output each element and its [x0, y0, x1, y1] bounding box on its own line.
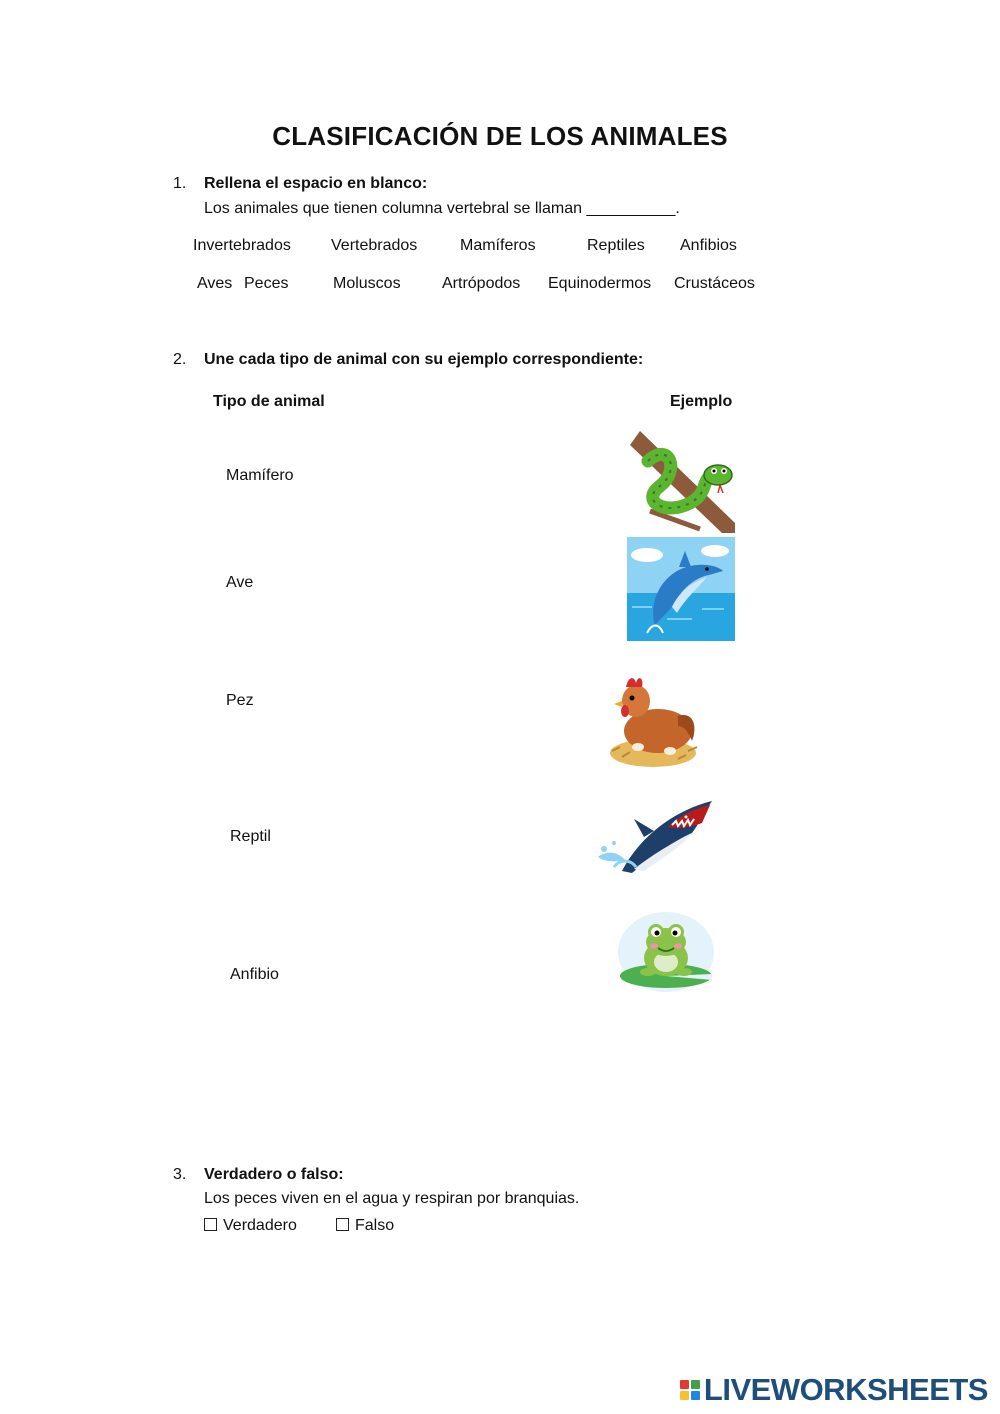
page-title: CLASIFICACIÓN DE LOS ANIMALES	[272, 121, 728, 151]
column-header-example: Ejemplo	[670, 393, 733, 410]
dolphin-image[interactable]	[627, 537, 735, 641]
q3-statement: Los peces viven en el agua y respiran por branquias.	[204, 1190, 580, 1207]
column-header-type: Tipo de animal	[213, 393, 325, 410]
option-peces[interactable]: Peces	[244, 275, 289, 292]
type-reptil[interactable]: Reptil	[230, 828, 271, 845]
type-mamifero[interactable]: Mamífero	[226, 467, 294, 484]
option-mamiferos[interactable]: Mamíferos	[460, 237, 536, 254]
logo-text: LIVEWORKSHEETS	[703, 1372, 988, 1407]
shark-image[interactable]	[594, 797, 716, 877]
false-checkbox[interactable]	[336, 1217, 394, 1235]
q2-instruction: Une cada tipo de animal con su ejemplo correspondiente:	[204, 351, 644, 368]
option-reptiles[interactable]: Reptiles	[587, 237, 645, 254]
snake-image[interactable]	[630, 431, 735, 533]
type-anfibio[interactable]: Anfibio	[230, 966, 279, 983]
false-label: Falso	[355, 1217, 395, 1234]
option-anfibios[interactable]: Anfibios	[680, 237, 737, 254]
q1-sentence: Los animales que tienen columna vertebral se llaman __________.	[204, 200, 680, 217]
checkbox-icon[interactable]	[336, 1218, 349, 1231]
option-moluscos[interactable]: Moluscos	[333, 275, 401, 292]
liveworksheets-logo	[680, 1372, 988, 1408]
type-pez[interactable]: Pez	[226, 692, 254, 709]
option-aves[interactable]: Aves	[197, 275, 233, 292]
option-invertebrados[interactable]: Invertebrados	[193, 237, 291, 254]
option-artropodos[interactable]: Artrópodos	[442, 275, 521, 292]
hen-image[interactable]	[608, 671, 702, 771]
frog-image[interactable]	[612, 908, 720, 996]
q1-instruction: Rellena el espacio en blanco:	[204, 175, 428, 192]
type-ave[interactable]: Ave	[226, 574, 254, 591]
true-checkbox[interactable]	[204, 1217, 297, 1235]
logo-squares-icon	[680, 1380, 700, 1400]
q2-number: 2.	[173, 351, 187, 368]
option-equinodermos[interactable]: Equinodermos	[548, 275, 652, 292]
q3-instruction: Verdadero o falso:	[204, 1166, 344, 1183]
checkbox-icon[interactable]	[204, 1218, 217, 1231]
q3-number: 3.	[173, 1166, 187, 1183]
option-crustaceos[interactable]: Crustáceos	[674, 275, 755, 292]
option-vertebrados[interactable]: Vertebrados	[331, 237, 418, 254]
q1-number: 1.	[173, 175, 187, 192]
true-label: Verdadero	[223, 1217, 297, 1234]
